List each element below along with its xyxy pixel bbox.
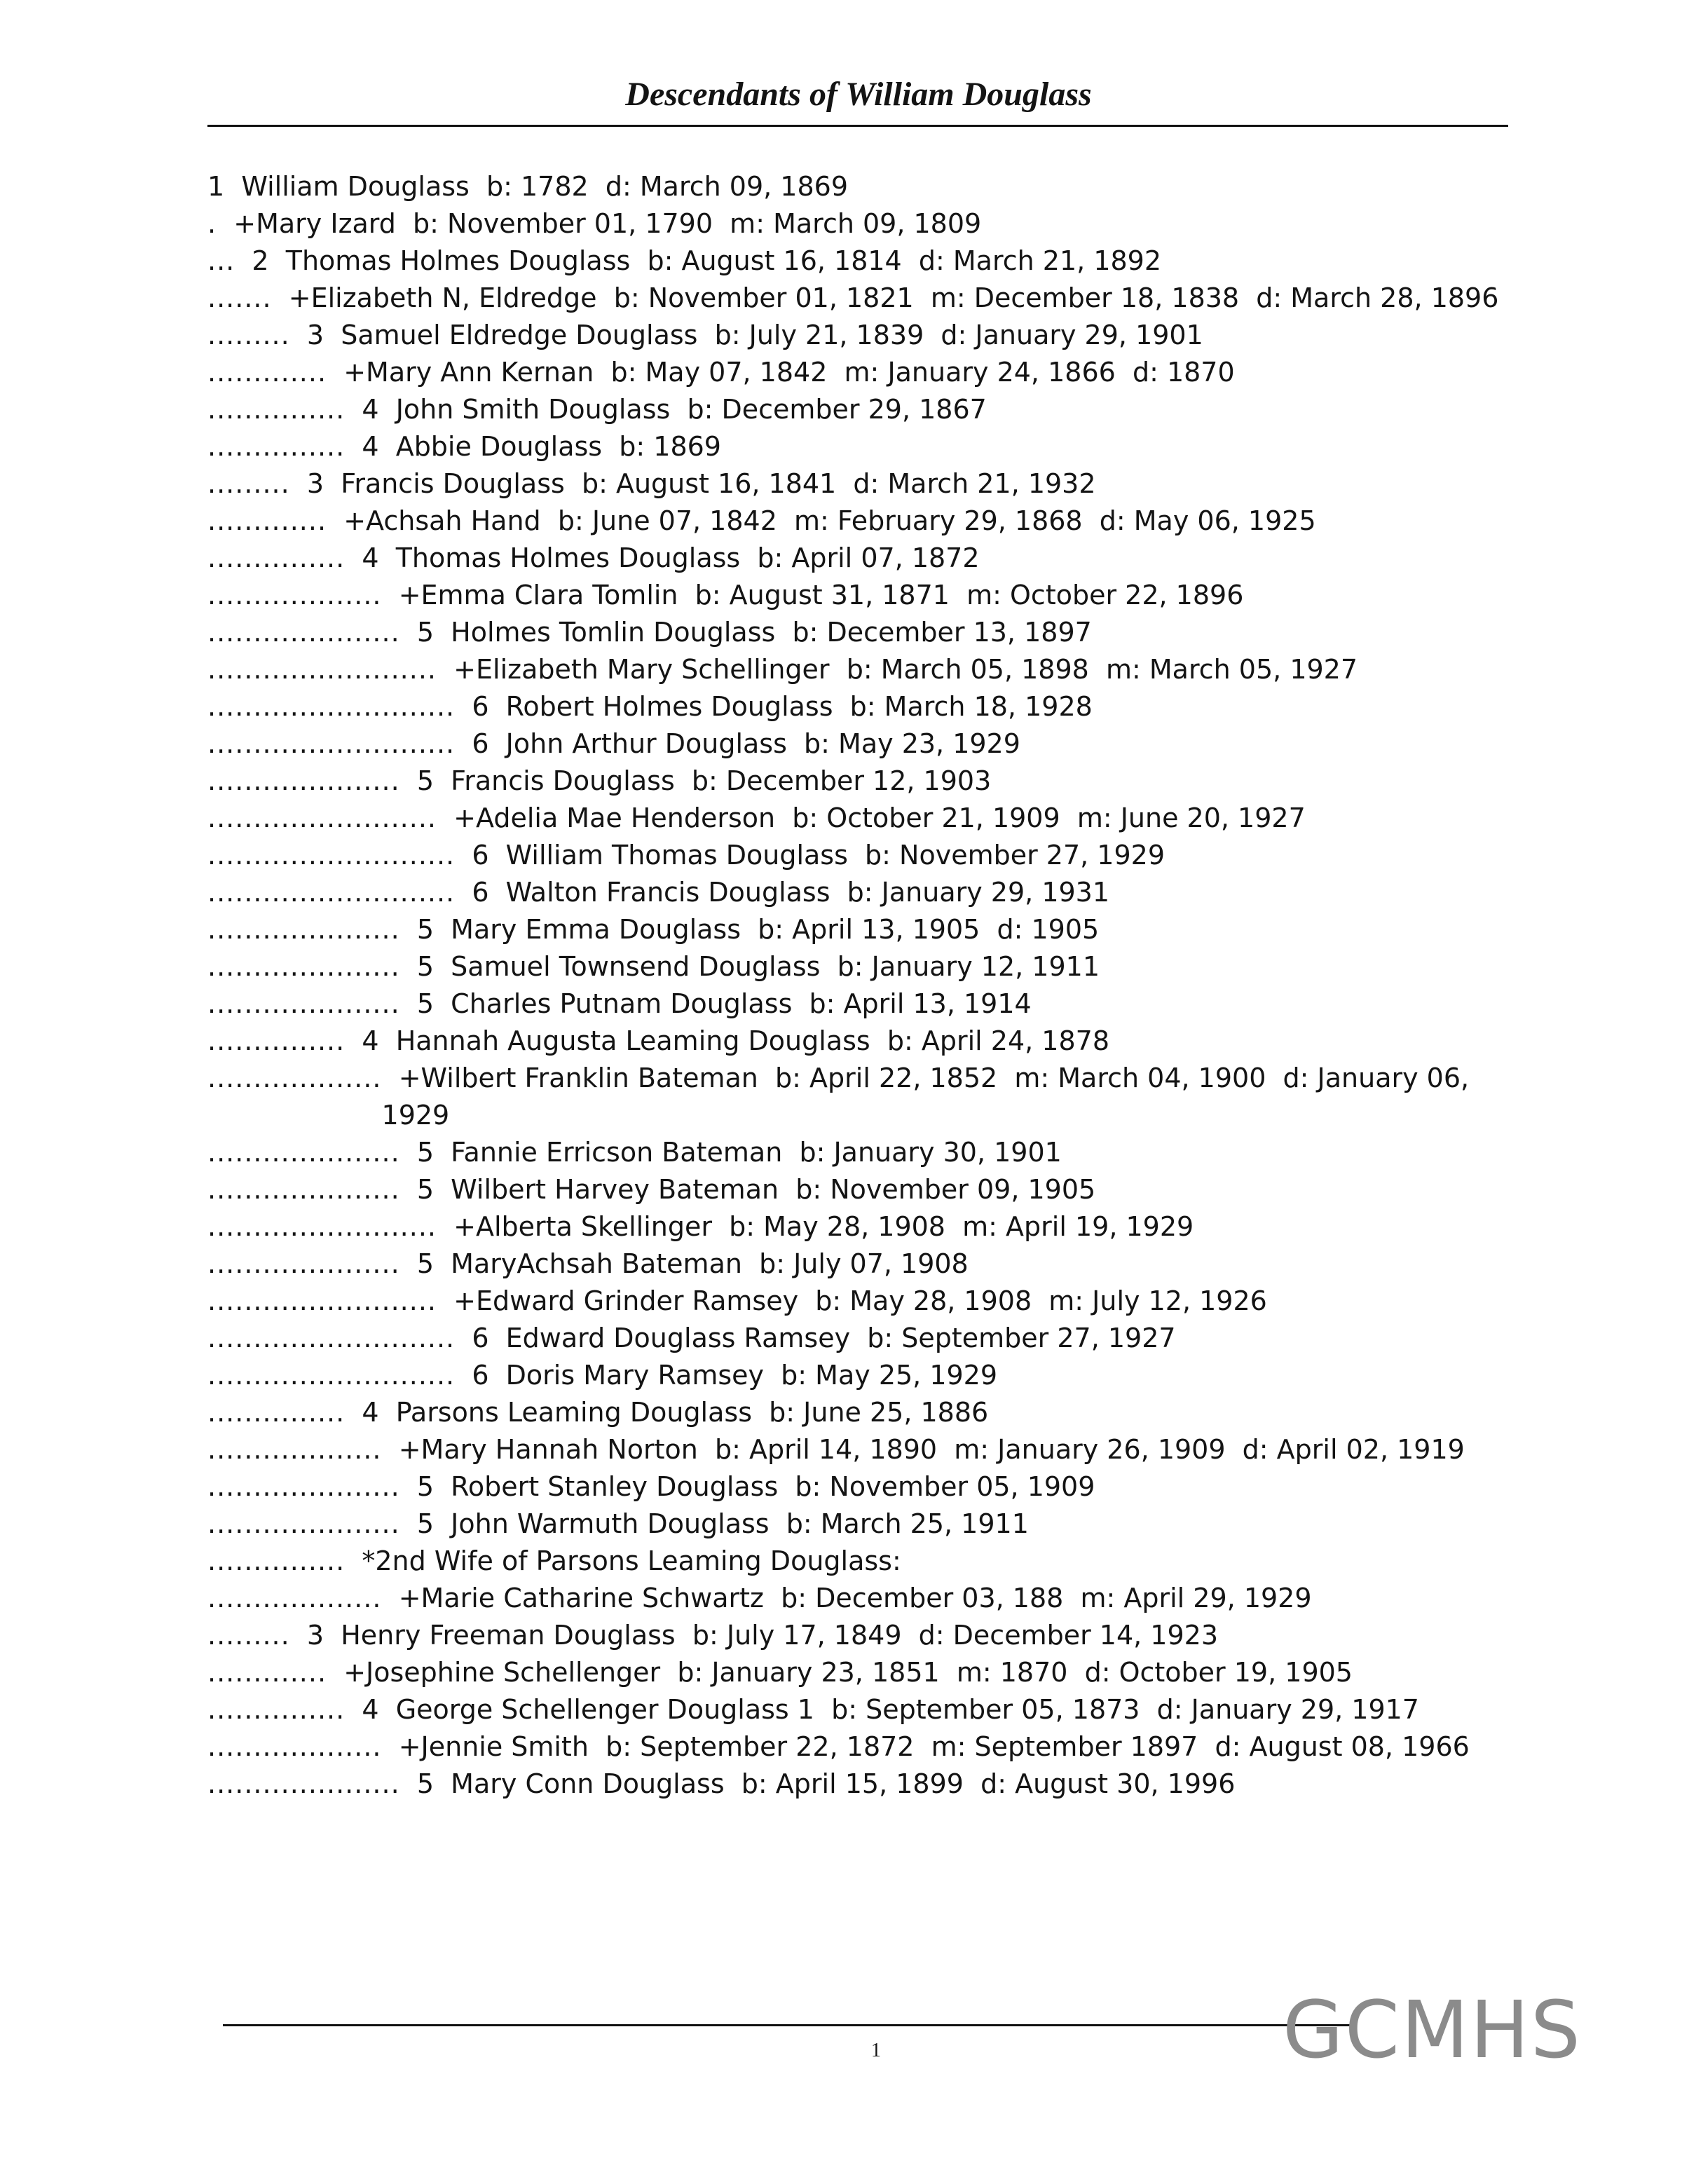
indent-dots: ......... [207, 320, 290, 350]
indent-dots: ..................... [207, 1471, 400, 1502]
entry-row [207, 614, 1539, 651]
entry-text: 4 Abbie Douglass b: 1869 [345, 431, 721, 462]
entry-text: 5 Charles Putnam Douglass b: April 13, 1914 [399, 988, 1032, 1019]
indent-dots: ........................... [207, 691, 456, 722]
entry-text: +Wilbert Franklin Bateman b: April 22, 1852 m: March 04, 1900 d: January 06, 1929 [381, 1063, 1478, 1131]
entry-text: 6 Robert Holmes Douglass b: March 18, 1928 [455, 691, 1093, 722]
entry-row [207, 503, 1539, 540]
entry-text: 5 Holmes Tomlin Douglass b: December 13, 1897 [399, 617, 1092, 648]
entry-text: 4 John Smith Douglass b: December 29, 1867 [345, 394, 987, 425]
indent-dots: ......... [207, 1620, 290, 1651]
entry-text: 1 William Douglass b: 1782 d: March 09, 1869 [207, 171, 849, 202]
entry-text: +Jennie Smith b: September 22, 1872 m: September 1897 d: August 08, 1966 [381, 1731, 1470, 1762]
entry-row [207, 874, 1539, 911]
entry-row [207, 465, 1539, 503]
indent-dots: ......................... [207, 654, 437, 685]
entry-row [207, 651, 1539, 688]
entry-row [207, 1654, 1539, 1691]
entry-text: 6 John Arthur Douglass b: May 23, 1929 [455, 728, 1020, 759]
entry-row [207, 1134, 1539, 1171]
indent-dots: ........................... [207, 877, 456, 908]
indent-dots: ..................... [207, 1768, 400, 1799]
indent-dots: ..................... [207, 1508, 400, 1539]
indent-dots: ....... [207, 282, 272, 313]
entry-text: 4 George Schellenger Douglass 1 b: September 05, 1873 d: January 29, 1917 [345, 1694, 1419, 1725]
entry-row [207, 1468, 1539, 1506]
indent-dots: ............. [207, 505, 327, 536]
entry-row [207, 1171, 1539, 1208]
entry-text: 3 Francis Douglass b: August 16, 1841 d: March 21, 1932 [289, 468, 1096, 499]
entry-text: 6 Edward Douglass Ramsey b: September 27, 1927 [455, 1323, 1176, 1353]
entry-row [207, 205, 1539, 243]
indent-dots: ................... [207, 580, 382, 610]
entry-text: +Mary Hannah Norton b: April 14, 1890 m: January 26, 1909 d: April 02, 1919 [381, 1434, 1465, 1465]
entry-row [207, 800, 1539, 837]
entry-text: 5 Mary Emma Douglass b: April 13, 1905 d: 1905 [399, 914, 1100, 945]
indent-dots: ..................... [207, 951, 400, 982]
entry-row [207, 1580, 1539, 1617]
entry-text: 5 MaryAchsah Bateman b: July 07, 1908 [399, 1248, 969, 1279]
entry-row [207, 280, 1539, 317]
entry-text: 5 Wilbert Harvey Bateman b: November 09, 1905 [399, 1174, 1096, 1205]
watermark: GCMHS [1283, 1985, 1582, 2076]
entry-text: +Mary Izard b: November 01, 1790 m: March 09, 1809 [217, 208, 982, 239]
entry-text: 5 Samuel Townsend Douglass b: January 12, 1911 [399, 951, 1100, 982]
entry-row [207, 688, 1539, 725]
entry-text: 4 Parsons Leaming Douglass b: June 25, 1886 [345, 1397, 989, 1428]
entry-row [207, 1394, 1539, 1431]
entry-row [207, 354, 1539, 391]
indent-dots: ........................... [207, 840, 456, 871]
entry-row [207, 428, 1539, 465]
entry-row [207, 763, 1539, 800]
entry-text: 5 Mary Conn Douglass b: April 15, 1899 d: August 30, 1996 [399, 1768, 1236, 1799]
entry-text: 4 Thomas Holmes Douglass b: April 07, 1872 [345, 542, 980, 573]
indent-dots: ..................... [207, 617, 400, 648]
entry-text: +Elizabeth N, Eldredge b: November 01, 1821 m: December 18, 1838 d: March 28, 1896 [271, 282, 1499, 313]
indent-dots: ........................... [207, 1360, 456, 1391]
entry-row [207, 1320, 1539, 1357]
entry-row [207, 911, 1539, 948]
entry-text: 3 Henry Freeman Douglass b: July 17, 1849 d: December 14, 1923 [289, 1620, 1219, 1651]
entry-row [207, 1023, 1539, 1060]
entry-row [207, 317, 1539, 354]
indent-dots: ................... [207, 1731, 382, 1762]
entry-text: 4 Hannah Augusta Leaming Douglass b: April 24, 1878 [345, 1025, 1110, 1056]
entry-text: 5 Robert Stanley Douglass b: November 05, 1909 [399, 1471, 1095, 1502]
entry-text: 3 Samuel Eldredge Douglass b: July 21, 1839 d: January 29, 1901 [289, 320, 1203, 350]
entry-text: +Josephine Schellenger b: January 23, 1851 m: 1870 d: October 19, 1905 [327, 1657, 1353, 1688]
entry-text: +Alberta Skellinger b: May 28, 1908 m: April 19, 1929 [436, 1211, 1194, 1242]
indent-dots: ............... [207, 394, 346, 425]
indent-dots: ............. [207, 357, 327, 388]
entry-text: +Adelia Mae Henderson b: October 21, 1909 m: June 20, 1927 [436, 803, 1306, 833]
entry-text: 6 William Thomas Douglass b: November 27, 1929 [455, 840, 1165, 871]
entry-row [207, 948, 1539, 985]
page-number: 1 [871, 2040, 881, 2061]
entry-text: *2nd Wife of Parsons Leaming Douglass: [345, 1545, 901, 1576]
indent-dots: ......................... [207, 1211, 437, 1242]
indent-dots: ..................... [207, 988, 400, 1019]
indent-dots: ..................... [207, 1248, 400, 1279]
entry-row [207, 391, 1539, 428]
entry-row [207, 1208, 1539, 1245]
entry-row [207, 1431, 1539, 1468]
entry-row [207, 837, 1539, 874]
entry-text: 6 Doris Mary Ramsey b: May 25, 1929 [455, 1360, 998, 1391]
entry-text: +Edward Grinder Ramsey b: May 28, 1908 m: July 12, 1926 [436, 1285, 1267, 1316]
indent-dots: ... [207, 245, 235, 276]
indent-dots: ................... [207, 1434, 382, 1465]
entry-row [207, 577, 1539, 614]
entry-row [207, 1245, 1539, 1283]
indent-dots: . [207, 208, 217, 239]
entry-text: 5 John Warmuth Douglass b: March 25, 1911 [399, 1508, 1029, 1539]
entry-text: +Achsah Hand b: June 07, 1842 m: February 29, 1868 d: May 06, 1925 [327, 505, 1316, 536]
entry-row [207, 1283, 1539, 1320]
indent-dots: ........................... [207, 1323, 456, 1353]
entry-text: +Mary Ann Kernan b: May 07, 1842 m: January 24, 1866 d: 1870 [327, 357, 1235, 388]
indent-dots: ......................... [207, 803, 437, 833]
indent-dots: ......................... [207, 1285, 437, 1316]
entry-row [207, 1543, 1539, 1580]
entry-row [207, 725, 1539, 763]
entry-row [207, 243, 1539, 280]
entry-row [207, 1357, 1539, 1394]
indent-dots: ............... [207, 1397, 346, 1428]
indent-dots: ................... [207, 1063, 382, 1093]
indent-dots: ..................... [207, 914, 400, 945]
entry-text: 5 Fannie Erricson Bateman b: January 30, 1901 [399, 1137, 1062, 1168]
entry-row [207, 540, 1539, 577]
indent-dots: ............... [207, 431, 346, 462]
indent-dots: ........................... [207, 728, 456, 759]
genealogy-list [207, 168, 1539, 1803]
footer-rule [223, 2024, 1351, 2026]
entry-row [207, 1691, 1539, 1728]
entry-row [207, 1728, 1539, 1766]
entry-text: +Emma Clara Tomlin b: August 31, 1871 m: October 22, 1896 [381, 580, 1244, 610]
indent-dots: ......... [207, 468, 290, 499]
indent-dots: ............... [207, 1694, 346, 1725]
entry-text: 5 Francis Douglass b: December 12, 1903 [399, 765, 992, 796]
entry-text: +Elizabeth Mary Schellinger b: March 05, 1898 m: March 05, 1927 [436, 654, 1358, 685]
entry-text: 2 Thomas Holmes Douglass b: August 16, 1814 d: March 21, 1892 [235, 245, 1162, 276]
indent-dots: ..................... [207, 1174, 400, 1205]
entry-row [207, 168, 1539, 205]
entry-row [207, 985, 1539, 1023]
entry-row [207, 1766, 1539, 1803]
indent-dots: ............... [207, 542, 346, 573]
indent-dots: ............... [207, 1025, 346, 1056]
header-rule [207, 125, 1508, 127]
indent-dots: ............. [207, 1657, 327, 1688]
entry-text: 6 Walton Francis Douglass b: January 29, 1931 [455, 877, 1110, 908]
entry-row [207, 1506, 1539, 1543]
entry-row [207, 1060, 1539, 1134]
indent-dots: ..................... [207, 1137, 400, 1168]
indent-dots: ................... [207, 1583, 382, 1613]
entry-text: +Marie Catharine Schwartz b: December 03, 188 m: April 29, 1929 [381, 1583, 1312, 1613]
indent-dots: ............... [207, 1545, 346, 1576]
indent-dots: ..................... [207, 765, 400, 796]
entry-row [207, 1617, 1539, 1654]
page-title: Descendants of William Douglass [625, 76, 1092, 113]
